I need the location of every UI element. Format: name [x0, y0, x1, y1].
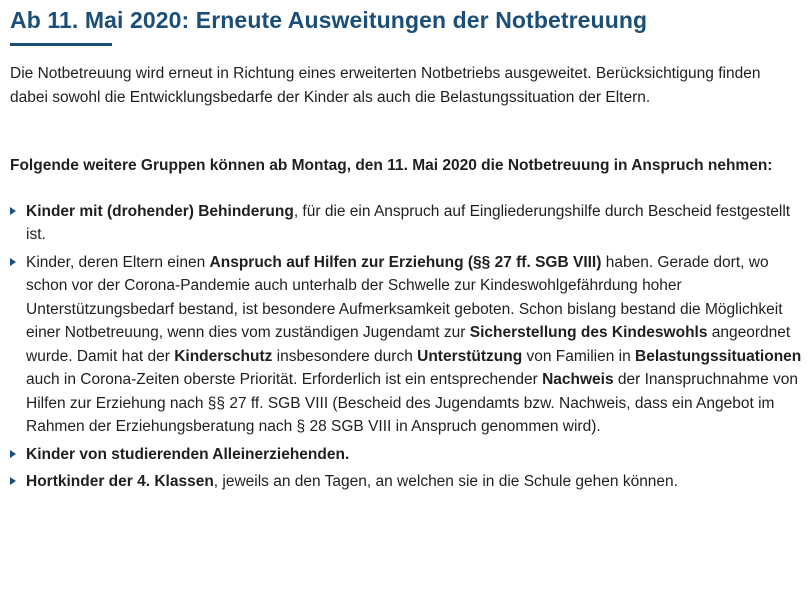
item-text: , für die ein Anspruch auf Eingliederungshilfe durch Bescheid festgestellt ist.: [26, 202, 791, 243]
item-bold: Belastungssituationen: [635, 347, 802, 365]
item-text: Kinder, deren Eltern einen: [26, 253, 210, 271]
item-text: , jeweils an den Tagen, an welchen sie in die Schule gehen können.: [213, 473, 678, 490]
item-text: auch in Corona-Zeiten oberste Priorität. Erforderlich ist ein entsprechender: [26, 371, 543, 388]
item-text: insbesondere durch: [272, 347, 418, 365]
item-text: angeordnet wurde. Damit hat der: [26, 324, 791, 365]
list-item: [10, 200, 802, 247]
groups-list: [10, 200, 802, 494]
item-text: haben. Gerade dort, wo schon vor der Corona-Pandemie auch unterhalb der Schwelle zur Kindeswohlgefährdung hoher Unterstützungsbedarf bestand, ist besondere Aufmerksamkeit geboten. Schon bislang bestand die Möglichkeit einer Notbetreuung, wenn dies vom zuständigen Jugendamt zur: [26, 253, 783, 341]
lead-paragraph: Folgende weitere Gruppen können ab Montag, den 11. Mai 2020 die Notbetreuung in Anspruch nehmen:: [10, 157, 773, 174]
item-bold: Unterstützung: [417, 347, 523, 365]
item-bold: Kinder mit (drohender) Behinderung: [26, 202, 294, 220]
list-item: [10, 251, 802, 439]
item-text: von Familien in: [522, 347, 636, 365]
triangle-right-icon: [10, 477, 16, 485]
intro-paragraph: Die Notbetreuung wird erneut in Richtung eines erweiterten Notbetriebs ausgeweitet. Berücksichtigung finden dabei sowohl die Entwicklungsbedarfe der Kinder als auch die Belastungssituation der Eltern.: [10, 65, 761, 106]
item-bold: Nachweis: [542, 371, 614, 388]
triangle-right-icon: [10, 450, 16, 458]
item-bold: Kinderschutz: [174, 347, 273, 365]
list-item: [10, 470, 802, 494]
triangle-right-icon: [10, 207, 16, 215]
title-underline: [10, 43, 112, 46]
item-bold: Sicherstellung des Kindeswohls: [469, 324, 708, 341]
item-bold: Anspruch auf Hilfen zur Erziehung (§§ 27 ff. SGB VIII): [209, 253, 602, 271]
item-bold: Kinder von studierenden Alleinerziehenden.: [26, 445, 350, 463]
page-title: Ab 11. Mai 2020: Erneute Ausweitungen der Notbetreuung: [10, 7, 648, 33]
item-bold: Hortkinder der 4. Klassen: [26, 473, 214, 490]
item-text: der Inanspruchnahme von Hilfen zur Erziehung nach §§ 27 ff. SGB VIII (Bescheid des Jugendamts bzw. Nachweis, dass ein Angebot im Rahmen der Erziehungsberatung nach § 28 SGB VIII in Anspruch genommen wird).: [26, 371, 798, 435]
list-item: [10, 443, 802, 467]
triangle-right-icon: [10, 258, 16, 266]
